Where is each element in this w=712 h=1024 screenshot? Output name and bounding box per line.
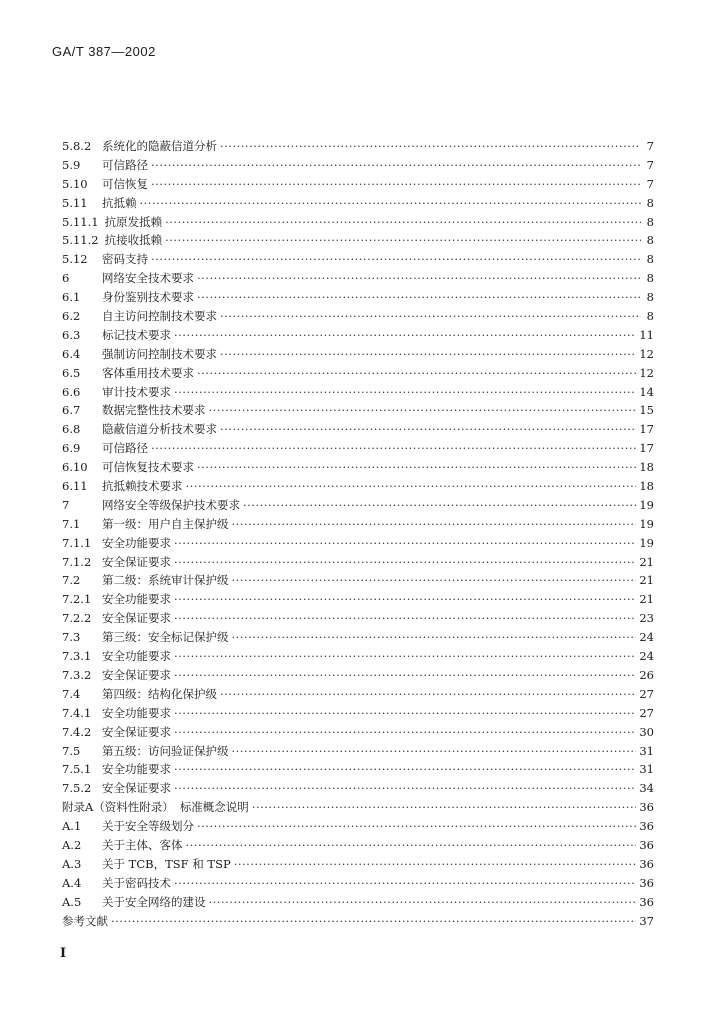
toc-entry-number: 6.11 [62,479,88,494]
toc-entry-number: 7.3.2 [62,667,92,682]
toc-entry [62,269,654,288]
toc-entry-page: 37 [639,913,654,928]
toc-dot-leader [174,647,636,666]
toc-entry-number: 5.12 [62,252,88,267]
toc-entry-title: 身份鉴别技术要求 [102,290,194,305]
toc-dot-leader [174,534,636,553]
toc-entry-title: 可信路径 [102,441,148,456]
toc-entry-title: 安全功能要求 [102,649,171,664]
toc-dot-leader [186,477,637,496]
toc-dot-leader [174,326,636,345]
toc-entry-title: 密码支持 [102,252,148,267]
toc-entry-page: 27 [639,686,654,701]
toc-entry-title: 自主访问控制技术要求 [102,309,217,324]
toc-entry [62,779,654,798]
toc-entry [62,250,654,269]
toc-dot-leader [111,912,636,931]
toc-dot-leader [197,269,641,288]
toc-entry [62,647,654,666]
toc-entry [62,496,654,515]
toc-entry [62,855,654,874]
toc-entry [62,420,654,439]
toc-entry-number: 6.10 [62,460,88,475]
table-of-contents [62,137,654,930]
toc-entry-title: 关于主体、客体 [102,837,183,852]
toc-entry-number: 6.3 [62,327,81,342]
toc-entry-title: 安全保证要求 [102,724,171,739]
toc-dot-leader [174,553,636,572]
toc-entry-title: 安全功能要求 [102,705,171,720]
toc-entry-title: 关于密码技术 [102,875,171,890]
toc-entry-number: 6.7 [62,403,81,418]
toc-entry-number: 5.10 [62,176,88,191]
toc-entry-title: 安全功能要求 [102,592,171,607]
toc-entry [62,742,654,761]
toc-entry [62,590,654,609]
toc-entry-page: 7 [646,157,654,172]
toc-entry [62,893,654,912]
toc-entry-number: 6.5 [62,365,81,380]
toc-entry-number: 5.8.2 [62,139,92,153]
toc-entry [62,458,654,477]
toc-entry-title: 可信恢复 [102,176,148,191]
toc-dot-leader [232,515,637,534]
toc-entry [62,685,654,704]
toc-dot-leader [209,401,637,420]
toc-entry-page: 26 [639,667,654,682]
toc-entry-number: 7.5.1 [62,762,92,777]
toc-entry-title: 安全保证要求 [102,611,171,626]
toc-entry-page: 15 [639,403,654,418]
toc-entry-number: 7.4 [62,686,81,701]
toc-entry-page: 36 [639,856,654,871]
toc-dot-leader [174,779,636,798]
toc-entry [62,231,654,250]
toc-entry-title: 第二级：系统审计保护级 [102,573,229,588]
toc-entry-page: 12 [639,346,654,361]
toc-dot-leader [232,628,637,647]
toc-entry-title: 数据完整性技术要求 [102,403,206,418]
toc-dot-leader [174,874,636,893]
toc-entry-page: 18 [639,460,654,475]
toc-entry-page: 27 [639,705,654,720]
toc-entry-page: 34 [639,781,654,796]
toc-entry [62,213,654,232]
toc-dot-leader [197,364,636,383]
toc-entry-title: 关于 TCB，TSF 和 TSP [102,856,231,871]
toc-entry-page: 36 [639,837,654,852]
toc-entry-number: 6.9 [62,441,81,456]
toc-entry-title: 第三级：安全标记保护级 [102,630,229,645]
toc-entry-title: 标准概念说明 [179,800,249,815]
toc-entry-number: 7.1 [62,516,81,531]
toc-dot-leader [220,137,641,156]
toc-dot-leader [151,156,641,175]
toc-entry [62,571,654,590]
toc-entry [62,666,654,685]
toc-entry-title: 第一级：用户自主保护级 [102,516,229,531]
toc-entry [62,288,654,307]
toc-entry-page: 11 [639,327,654,342]
toc-entry-number: 6.6 [62,384,81,399]
toc-entry-title: 抗原发抵赖 [104,214,163,229]
toc-entry-page: 31 [639,743,654,758]
toc-entry-title: 可信恢复技术要求 [102,460,194,475]
toc-entry-page: 19 [639,516,654,531]
toc-entry-number: 7.1.1 [62,535,92,550]
toc-entry-title: 标记技术要求 [102,327,171,342]
toc-entry-page: 36 [639,819,654,834]
toc-entry-page: 7 [646,176,654,191]
toc-entry-title: 第四级：结构化保护级 [102,686,217,701]
toc-entry [62,345,654,364]
toc-entry [62,628,654,647]
toc-entry-title: 第五级：访问验证保护级 [102,743,229,758]
toc-entry [62,307,654,326]
toc-entry-page: 8 [646,252,654,267]
toc-entry-page: 17 [639,422,654,437]
toc-entry-page: 36 [639,875,654,890]
toc-entry-number: 7.3.1 [62,649,92,664]
toc-entry-page: 8 [646,271,654,286]
toc-dot-leader [220,420,636,439]
toc-entry-number: 6.4 [62,346,81,361]
toc-dot-leader [140,194,642,213]
toc-dot-leader [220,345,636,364]
toc-entry-title: 安全保证要求 [102,781,171,796]
toc-dot-leader [174,666,636,685]
toc-entry-page: 19 [639,497,654,512]
toc-entry-title: 安全功能要求 [102,762,171,777]
toc-entry [62,515,654,534]
toc-dot-leader [174,590,636,609]
toc-dot-leader [186,836,637,855]
toc-entry-number: 7.2.1 [62,592,92,607]
toc-entry-page: 8 [646,290,654,305]
toc-entry-number: 7.2 [62,573,81,588]
toc-dot-leader [197,288,641,307]
toc-dot-leader [252,798,637,817]
toc-entry-title: 关于安全等级划分 [102,819,194,834]
toc-entry-title: 网络安全技术要求 [102,271,194,286]
toc-entry-number: A.3 [62,856,82,871]
toc-entry-page: 21 [639,573,654,588]
toc-entry-page: 8 [646,309,654,324]
toc-entry [62,383,654,402]
toc-entry-page: 36 [639,800,654,815]
toc-entry-number: 5.11 [62,195,88,210]
toc-dot-leader [174,704,636,723]
toc-entry-number: 7.5.2 [62,781,92,796]
toc-entry [62,609,654,628]
toc-dot-leader [232,742,637,761]
toc-entry-page: 17 [639,441,654,456]
toc-entry-title: 系统化的隐蔽信道分析 [102,139,217,153]
toc-entry [62,194,654,213]
toc-entry [62,553,654,572]
toc-entry [62,156,654,175]
toc-dot-leader [165,231,641,250]
toc-entry-page: 8 [646,233,654,248]
standard-code-header: GA/T 387—2002 [52,44,156,59]
toc-dot-leader [151,439,636,458]
toc-entry-page: 31 [639,762,654,777]
toc-dot-leader [209,893,637,912]
toc-entry-number: 7 [62,497,70,512]
page-number-roman: I [60,946,67,961]
toc-dot-leader [174,609,636,628]
toc-entry-page: 24 [639,649,654,664]
toc-entry-title: 可信路径 [102,157,148,172]
toc-entry-number: 7.3 [62,630,81,645]
toc-entry-page: 8 [646,195,654,210]
toc-entry [62,534,654,553]
toc-entry-number: 5.11.2 [62,233,99,248]
toc-entry [62,760,654,779]
toc-dot-leader [197,458,636,477]
toc-entry-number: 7.5 [62,743,81,758]
toc-entry-title: 强制访问控制技术要求 [102,346,217,361]
toc-entry-page: 30 [639,724,654,739]
toc-entry-number: A.1 [62,819,82,834]
toc-dot-leader [243,496,636,515]
toc-entry-page: 24 [639,630,654,645]
toc-entry-title: 网络安全等级保护技术要求 [102,497,240,512]
toc-entry [62,364,654,383]
toc-entry-title: 抗抵赖技术要求 [102,479,183,494]
toc-entry-title: 隐蔽信道分析技术要求 [102,422,217,437]
toc-entry [62,704,654,723]
toc-entry-page: 36 [639,894,654,909]
toc-entry-title: 关于安全网络的建设 [102,894,206,909]
toc-entry-number: 5.9 [62,157,81,172]
toc-entry-number: A.4 [62,875,82,890]
toc-dot-leader [174,760,636,779]
toc-entry-number: 6.8 [62,422,81,437]
toc-entry-page: 18 [639,479,654,494]
toc-entry-number: A.5 [62,894,82,909]
toc-entry-number: 6.2 [62,309,81,324]
toc-entry-page: 7 [646,139,654,153]
toc-entry-title: 抗抵赖 [102,195,137,210]
toc-entry-page: 21 [639,554,654,569]
toc-dot-leader [197,817,636,836]
toc-dot-leader [174,723,636,742]
toc-entry-number: 6.1 [62,290,81,305]
toc-entry-title: 安全保证要求 [102,554,171,569]
toc-entry-title: 审计技术要求 [102,384,171,399]
toc-dot-leader [151,175,641,194]
toc-entry-number: 7.4.1 [62,705,92,720]
toc-entry-page: 14 [639,384,654,399]
toc-entry-title: 参考文献 [62,913,108,928]
toc-entry-number: 7.1.2 [62,554,92,569]
toc-entry [62,874,654,893]
toc-entry-page: 21 [639,592,654,607]
toc-entry-title: 安全保证要求 [102,667,171,682]
toc-entry-number: 5.11.1 [62,214,99,229]
toc-entry [62,439,654,458]
toc-entry-page: 23 [639,611,654,626]
toc-entry-number: 6 [62,271,70,286]
toc-entry [62,836,654,855]
toc-dot-leader [232,571,637,590]
toc-dot-leader [234,855,637,874]
toc-entry [62,912,654,931]
toc-dot-leader [220,685,636,704]
toc-entry-title: 客体重用技术要求 [102,365,194,380]
toc-entry-number: 7.2.2 [62,611,92,626]
toc-entry [62,137,654,156]
toc-entry-number: 附录A（资料性附录） [62,800,174,815]
toc-entry-title: 安全功能要求 [102,535,171,550]
toc-entry [62,477,654,496]
toc-entry-page: 8 [646,214,654,229]
toc-entry [62,401,654,420]
toc-entry [62,723,654,742]
toc-entry [62,798,654,817]
toc-entry-page: 12 [639,365,654,380]
toc-entry [62,175,654,194]
toc-dot-leader [165,213,641,232]
toc-dot-leader [151,250,641,269]
toc-entry-page: 19 [639,535,654,550]
toc-dot-leader [174,383,636,402]
toc-entry [62,326,654,345]
toc-entry-number: A.2 [62,837,82,852]
toc-dot-leader [220,307,641,326]
toc-entry-number: 7.4.2 [62,724,92,739]
toc-entry-title: 抗接收抵赖 [104,233,163,248]
toc-entry [62,817,654,836]
